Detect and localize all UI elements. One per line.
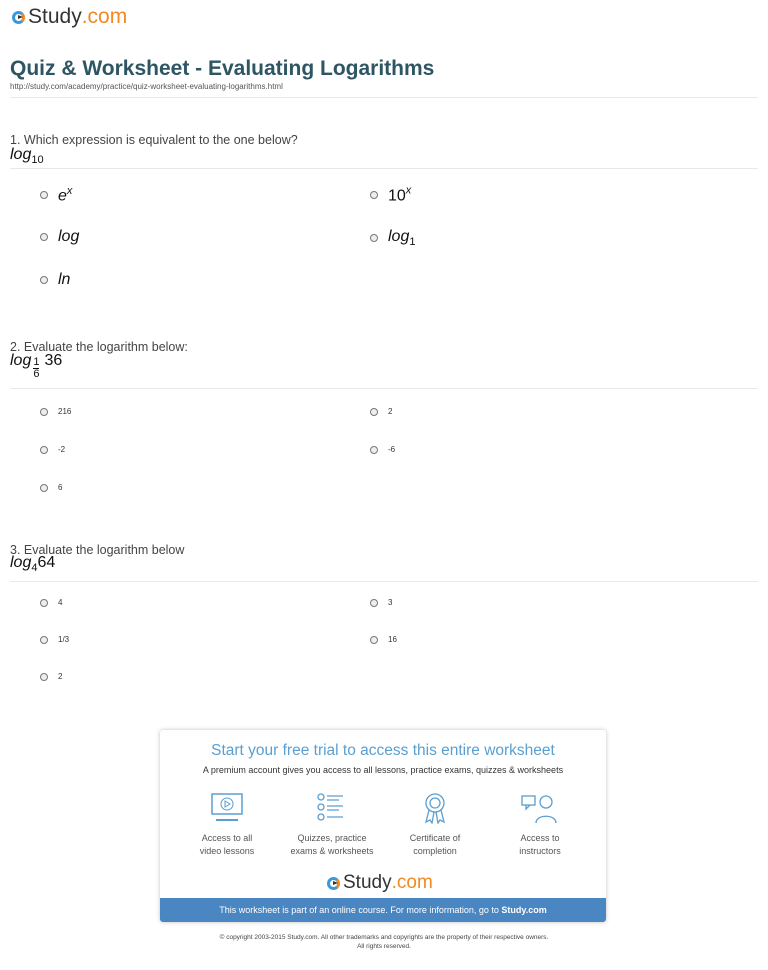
radio-button[interactable] [40,408,48,416]
question-2-expression: log 1 6 36 [10,352,63,380]
study-link[interactable]: Study.com [501,905,547,915]
q1-option-e[interactable]: ln [40,271,70,289]
promo-subtitle: A premium account gives you access to all lessons, practice exams, quizzes & worksheets [202,765,564,775]
feature-video: Access to all video lessons [172,792,282,858]
radio-button[interactable] [40,484,48,492]
radio-button[interactable] [370,234,378,242]
radio-button[interactable] [40,233,48,241]
feature-certificate: Certificate of completion [380,792,490,858]
free-trial-panel [160,730,606,922]
radio-button[interactable] [40,636,48,644]
info-bar: This worksheet is part of an online course. For more information, go to Study.com [160,898,606,922]
certificate-ribbon-icon [418,792,452,824]
q1-option-b[interactable]: 10$^x$ [370,185,411,205]
q3-option-c[interactable]: 1/3 [40,635,69,644]
radio-button[interactable] [370,446,378,454]
copyright: © copyright 2003-2015 Study.com. All other trademarks and copyrights are the property of their respective owners. All rights reserved. [219,934,549,950]
question-1-text: 1. Which expression is equivalent to the one below? [10,133,298,147]
feature-quizzes: Quizzes, practice exams & worksheets [277,792,387,858]
feature-instructors: Access to instructors [485,792,595,858]
page-title: Quiz & Worksheet - Evaluating Logarithms [10,57,435,80]
radio-button[interactable] [370,408,378,416]
q1-option-d[interactable]: $\log_1$ [370,228,415,248]
question-2-text: 2. Evaluate the logarithm below: [10,340,188,354]
q3-option-e[interactable]: 2 [40,672,62,681]
question-3-expression: $\log_464$ [10,554,56,575]
radio-button[interactable] [370,599,378,607]
divider [10,581,758,582]
q2-option-a[interactable]: 216 [40,407,71,416]
study-logo-footer: Study .com [327,872,433,894]
page-url: http://study.com/academy/practice/quiz-worksheet-evaluating-logarithms.html [10,82,283,91]
q1-option-a[interactable]: $e^x$ [40,185,72,205]
q2-option-d[interactable]: -6 [370,445,395,454]
q2-option-e[interactable]: 6 [40,483,62,492]
radio-button[interactable] [370,191,378,199]
radio-button[interactable] [40,599,48,607]
q2-option-b[interactable]: 2 [370,407,392,416]
divider [10,97,758,98]
q3-option-a[interactable]: 4 [40,598,62,607]
promo-title[interactable]: Start your free trial to access this entire worksheet [211,742,555,759]
q2-option-c[interactable]: -2 [40,445,65,454]
play-icon [12,11,25,24]
q3-option-b[interactable]: 3 [370,598,392,607]
radio-button[interactable] [40,446,48,454]
checklist-icon [315,792,349,824]
study-logo[interactable]: Study .com [12,5,127,29]
instructor-chat-icon [520,792,560,824]
divider [10,168,758,169]
divider [10,388,758,389]
radio-button[interactable] [40,191,48,199]
radio-button[interactable] [370,636,378,644]
q1-option-c[interactable]: log [40,228,79,246]
q3-option-d[interactable]: 16 [370,635,397,644]
play-icon [327,877,340,890]
question-1-expression: $\log_{10}$ [10,146,44,167]
question-3-text: 3. Evaluate the logarithm below [10,543,185,557]
video-monitor-icon [210,792,244,824]
radio-button[interactable] [40,673,48,681]
radio-button[interactable] [40,276,48,284]
